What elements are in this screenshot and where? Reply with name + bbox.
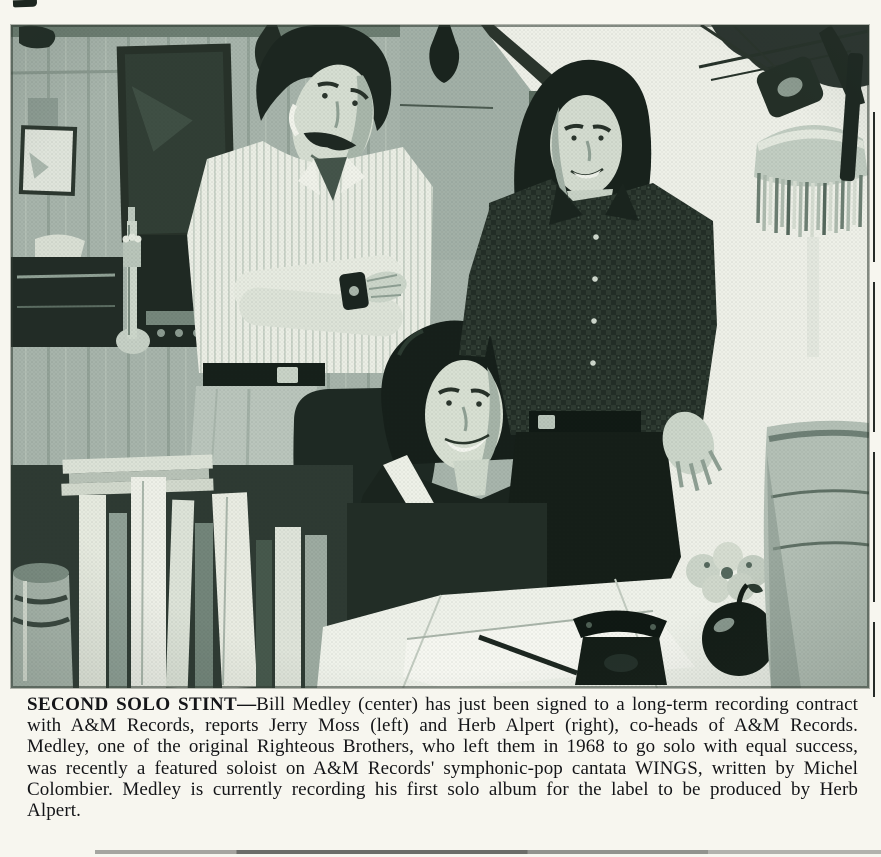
photo-caption [27, 694, 858, 821]
caption-lead: SECOND SOLO STINT [27, 694, 238, 715]
photo [11, 25, 869, 688]
caption-body: Bill Medley (center) has just been signed to a long-term recording contract with A&M Records, reports Jerry Moss (left) and Herb Alpert (right), co-heads of A&M Records. Medley, one of the original Righteous Brothers, who left them in 1968 to go solo with equal success, was recently a featured soloist on A&M Records' symphonic-pop cantata WINGS, written by Michel Colombier. Medley is currently recording his first solo album for the label to be produced by Herb Alpert. [27, 694, 858, 822]
photo-scene [11, 25, 869, 688]
column-rule [873, 112, 875, 697]
page-edge-mark [13, 0, 37, 7]
caption-separator: — [237, 694, 257, 715]
bottom-page-rule [95, 850, 881, 854]
vignette [11, 25, 869, 688]
